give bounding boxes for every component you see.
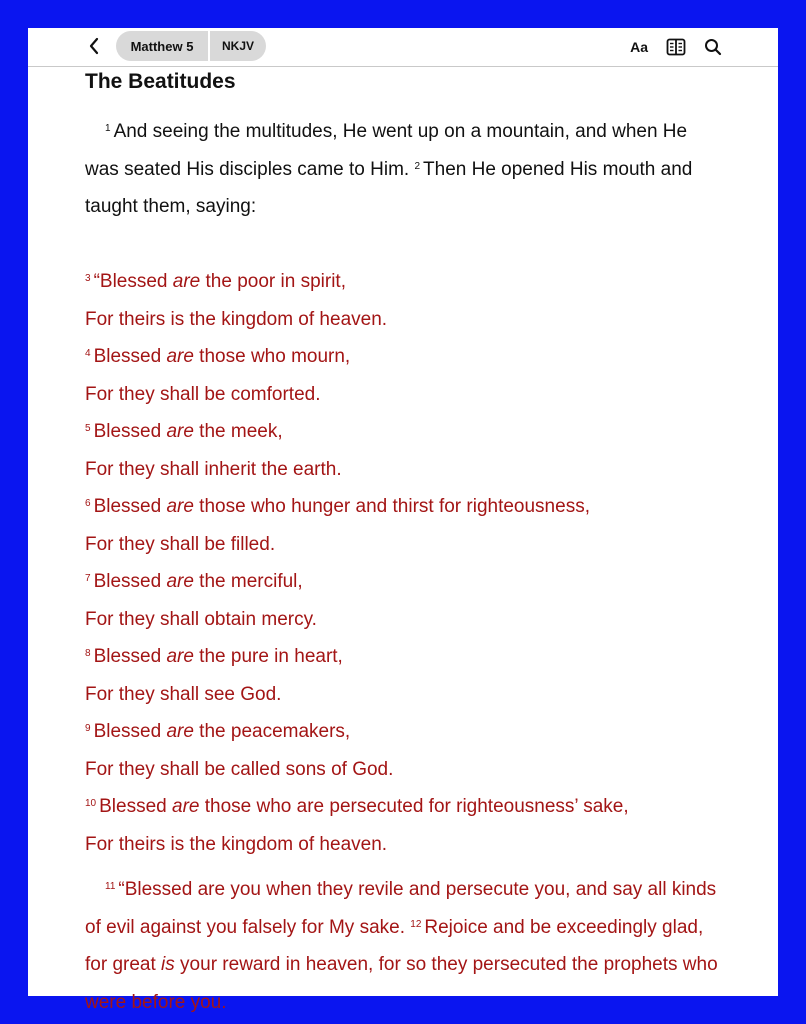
verse-paragraph-2 [85, 871, 725, 1021]
verse-line[interactable]: $^6$ Blessed are those who hunger and thirst for righteousness, [85, 496, 590, 517]
verse-line[interactable]: $^7$ Blessed are the merciful, [85, 571, 303, 592]
version-button[interactable]: NKJV [221, 39, 254, 53]
verse-line[interactable]: For they shall be called sons of God. [85, 758, 394, 780]
verse-line[interactable]: $^4$ Blessed are those who mourn, [85, 346, 351, 367]
verse-number[interactable]: 12 [410, 918, 422, 930]
parallel-button[interactable] [666, 35, 686, 59]
verse-line[interactable]: $^8$ Blessed are the pure in heart, [85, 646, 343, 667]
back-button[interactable] [84, 35, 104, 57]
verse-number[interactable]: 2 [414, 160, 421, 172]
verse-line[interactable]: $^5$ Blessed are the meek, [85, 421, 283, 442]
search-icon [704, 38, 722, 56]
verse-line[interactable]: For they shall see God. [85, 683, 282, 705]
verse-line[interactable]: $^{10}$ Blessed are those who are persecuted for righteousness’ sake, [85, 796, 629, 817]
verse-line[interactable]: For they shall obtain mercy. [85, 608, 317, 630]
book-chapter-button[interactable]: Matthew 5 [116, 31, 210, 61]
verse-text[interactable]: “Blessed are you when they revile and persecute you, and say all kinds of evil against you falsely for My sake. [85, 879, 717, 938]
verse-text[interactable]: Then He opened His mouth and taught them, saying: [85, 158, 693, 217]
verse-text[interactable]: Rejoice and be exceedingly glad, for great is your reward in heaven, for so they persecuted the prophets who were before you. [85, 916, 718, 1013]
verse-line[interactable]: For they shall be filled. [85, 533, 276, 555]
verse-text[interactable]: And seeing the multitudes, He went up on a mountain, and when He was seated His disciples came to Him. [85, 121, 688, 180]
verse-number[interactable]: 1 [105, 123, 111, 134]
passage-selector [116, 31, 266, 61]
verse-line[interactable]: $^9$ Blessed are the peacemakers, [85, 721, 351, 742]
top-toolbar [28, 28, 778, 67]
verse-line[interactable]: For they shall inherit the earth. [85, 458, 342, 480]
parallel-book-icon [666, 38, 686, 56]
verse-number[interactable]: 11 [105, 881, 116, 892]
section-heading: The Beatitudes [85, 70, 236, 93]
verse-paragraph-1 [85, 113, 725, 226]
bible-reader-screen [28, 28, 778, 1013]
toolbar-actions [630, 35, 722, 59]
verse-line[interactable]: For they shall be comforted. [85, 383, 321, 405]
font-settings-button[interactable]: Aa [630, 39, 648, 55]
search-button[interactable] [704, 35, 722, 59]
chevron-left-icon [88, 37, 100, 55]
verse-line[interactable]: For theirs is the kingdom of heaven. [85, 833, 388, 855]
verse-line[interactable]: For theirs is the kingdom of heaven. [85, 308, 388, 330]
verse-line[interactable]: $^3$ “Blessed are the poor in spirit, [85, 271, 346, 292]
beatitudes-poetry [85, 263, 725, 863]
